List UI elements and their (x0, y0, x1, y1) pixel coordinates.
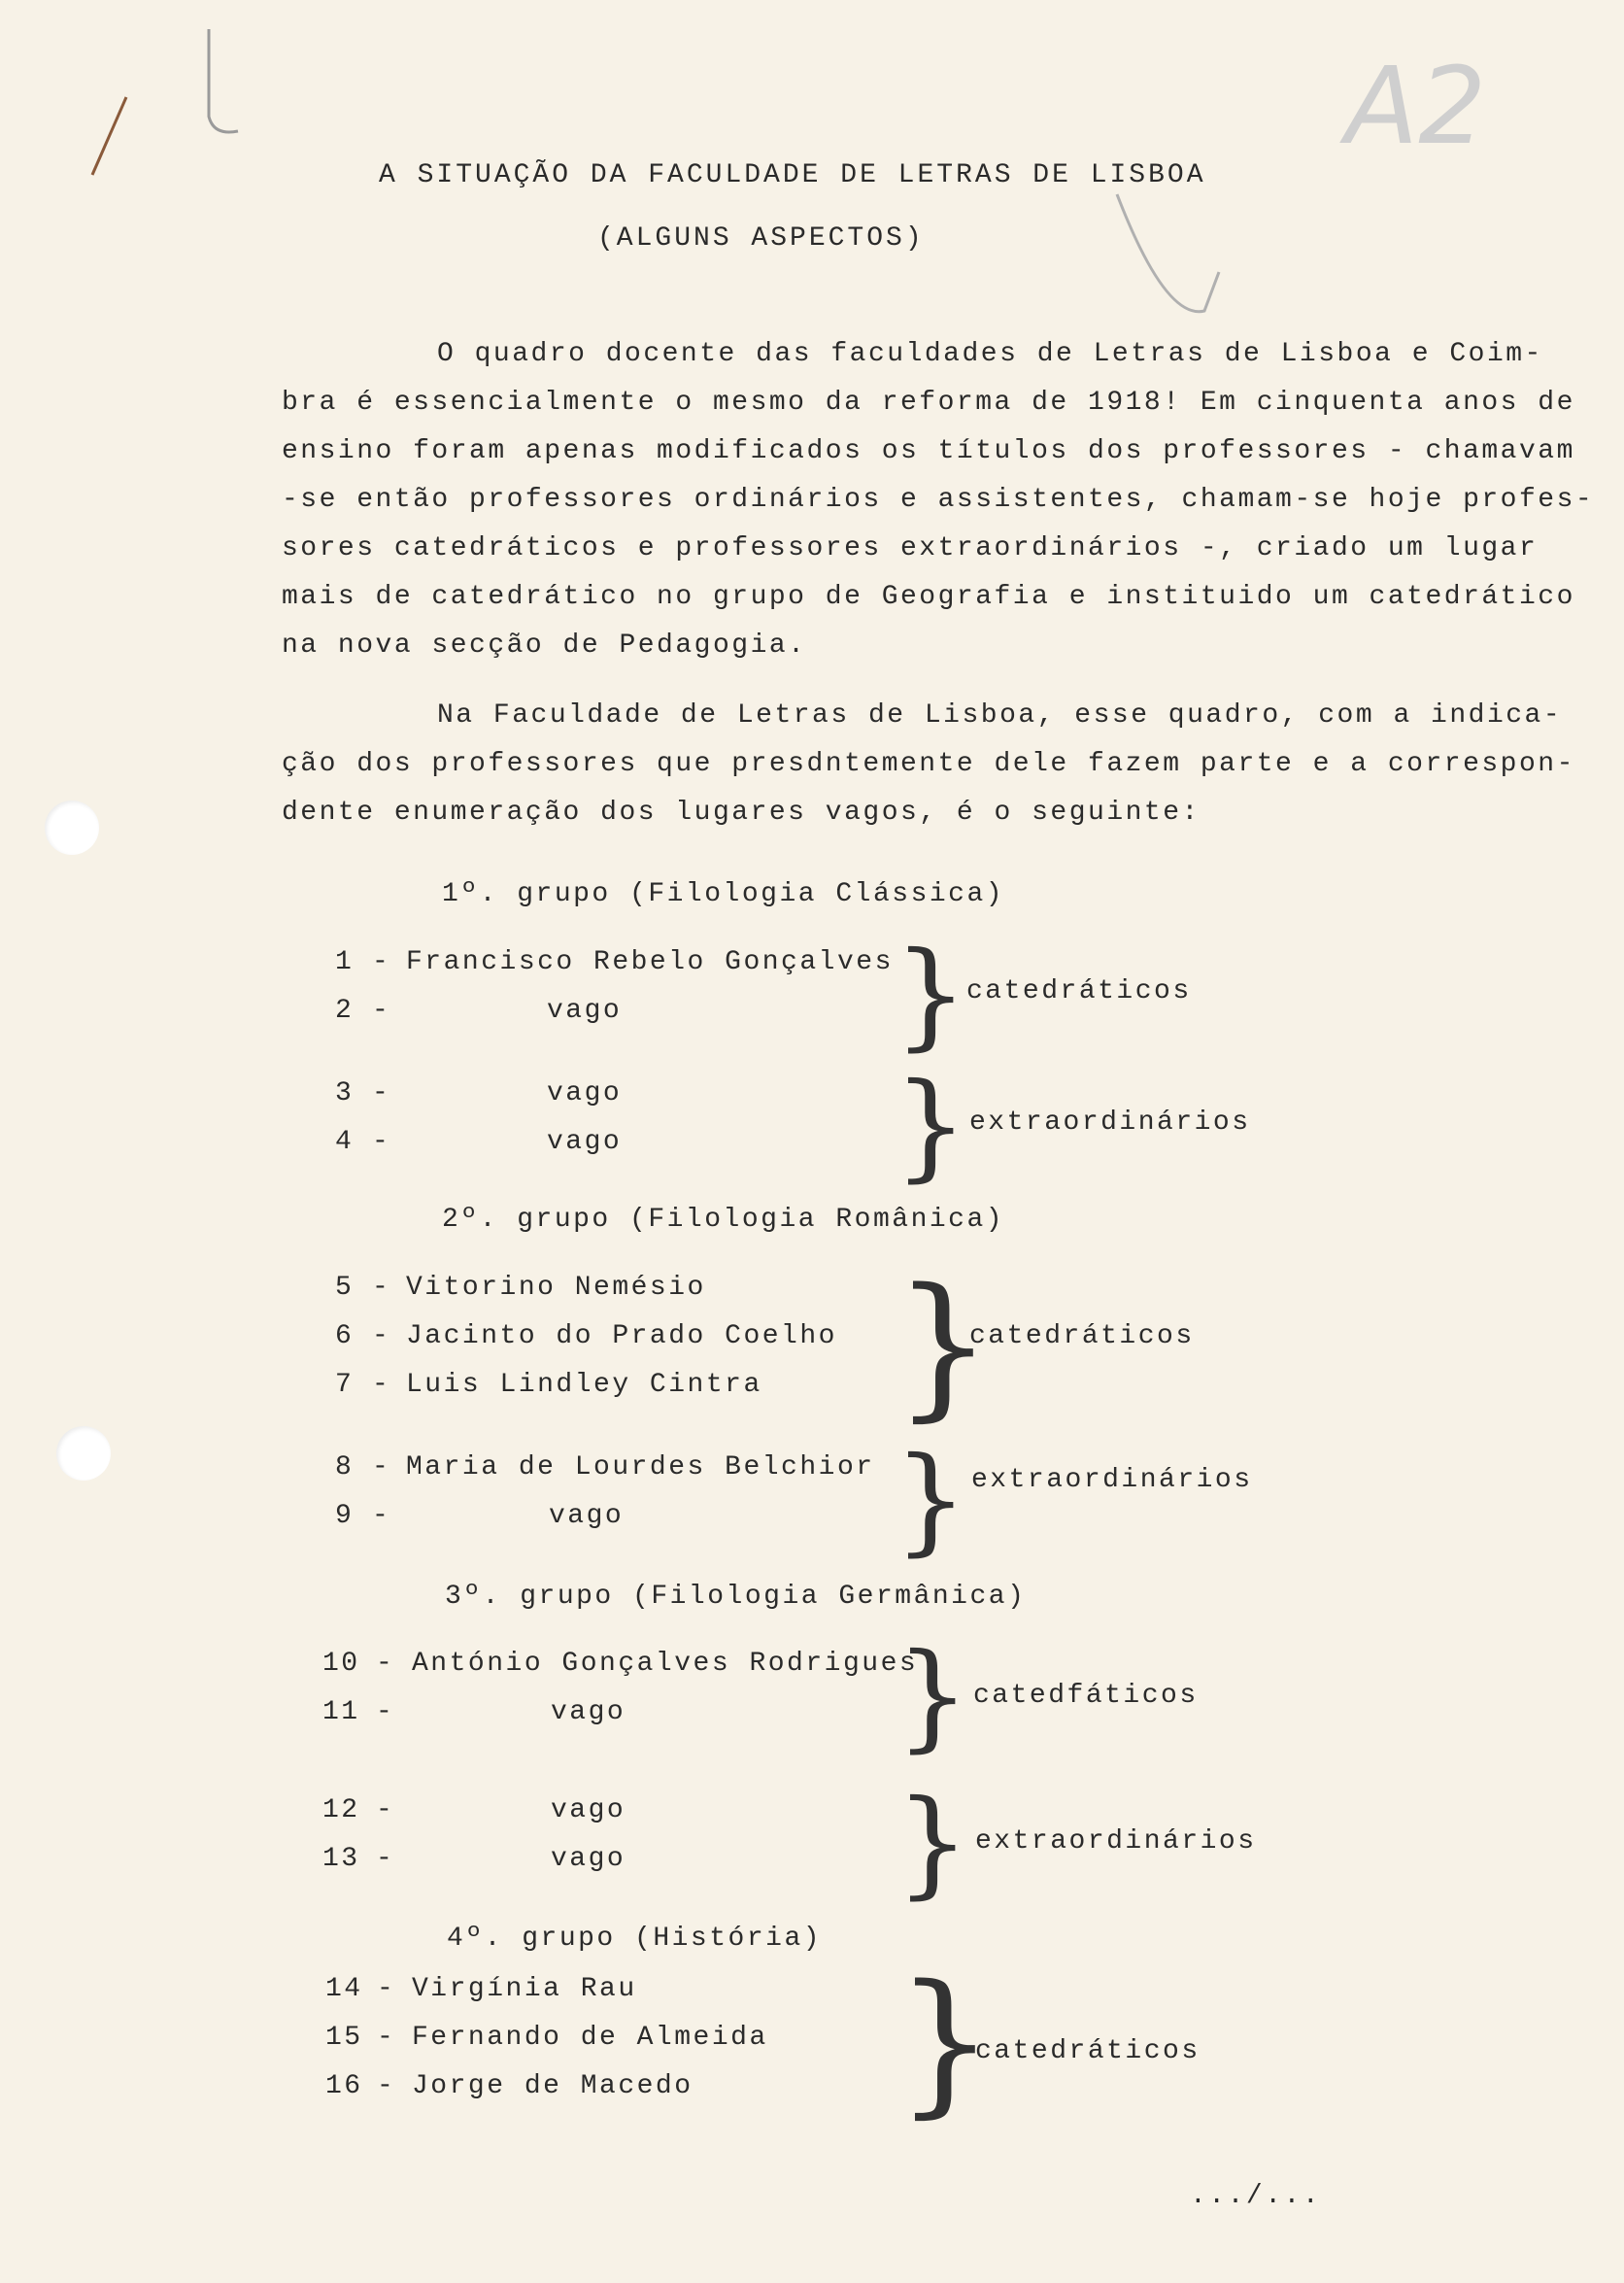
paragraph-line: ensino foram apenas modificados os títulos dos professores - chamavam (282, 436, 1575, 466)
corner-annotation: A2 (1345, 44, 1487, 168)
brace: } (894, 1254, 993, 1436)
row-dash: - (372, 1452, 391, 1482)
row-number: 15 (325, 2023, 363, 2053)
group-heading: 3º. grupo (Filologia Germânica) (445, 1582, 1027, 1612)
paragraph-line: na nova secção de Pedagogia. (282, 630, 807, 661)
punch-hole-lower (56, 1426, 111, 1481)
row-name: Virgínia Rau (412, 1974, 637, 2004)
row-dash: - (372, 1078, 391, 1108)
brace: } (896, 1629, 970, 1764)
brace: } (894, 1059, 968, 1194)
row-dash: - (372, 1321, 391, 1351)
row-name: vago (549, 1501, 625, 1531)
continuation-marker: .../... (1190, 2181, 1322, 2211)
row-dash: - (372, 996, 391, 1026)
row-dash: - (377, 2071, 396, 2101)
paragraph-line: sores catedráticos e professores extraordinários -, criado um lugar (282, 533, 1539, 563)
row-name: vago (547, 996, 623, 1026)
row-number: 7 (335, 1370, 355, 1400)
category-label: extraordinários (969, 1107, 1251, 1138)
category-label: catedráticos (975, 2036, 1201, 2066)
paragraph-line: O quadro docente das faculdades de Letras de Lisboa e Coim- (437, 339, 1543, 369)
row-name: Vitorino Nemésio (406, 1273, 706, 1303)
row-number: 3 (335, 1078, 355, 1108)
row-name: vago (551, 1795, 626, 1825)
paragraph-line: bra é essencialmente o mesmo da reforma de 1918! Em cinquenta anos de (282, 388, 1575, 418)
row-name: vago (547, 1078, 623, 1108)
row-number: 12 (322, 1795, 360, 1825)
row-dash: - (376, 1844, 395, 1874)
row-name: Jacinto do Prado Coelho (406, 1321, 837, 1351)
row-number: 10 (322, 1649, 360, 1679)
row-dash: - (376, 1649, 395, 1679)
paragraph-2 (282, 692, 1575, 837)
category-label: catedráticos (966, 976, 1192, 1006)
brace: } (894, 928, 968, 1063)
paragraph-line: ção dos professores que presdntemente dele fazem parte e a correspon- (282, 749, 1575, 779)
row-number: 11 (322, 1697, 360, 1727)
category-label: catedráticos (969, 1321, 1195, 1351)
brace: } (896, 1776, 970, 1911)
category-label: catedfáticos (973, 1681, 1199, 1711)
row-dash: - (372, 1127, 391, 1157)
paragraph-line: -se então professores ordinários e assistentes, chamam-se hoje profes- (282, 485, 1595, 515)
row-dash: - (376, 1795, 395, 1825)
page-subtitle: (ALGUNS ASPECTOS) (597, 223, 925, 254)
row-number: 8 (335, 1452, 355, 1482)
row-number: 5 (335, 1273, 355, 1303)
brace: } (896, 1951, 995, 2132)
row-number: 16 (325, 2071, 363, 2101)
row-number: 14 (325, 1974, 363, 2004)
group-heading: 4º. grupo (História) (447, 1924, 823, 1954)
row-dash: - (372, 1273, 391, 1303)
row-name: António Gonçalves Rodrigues (412, 1649, 919, 1679)
category-label: extraordinários (971, 1465, 1253, 1495)
row-number: 4 (335, 1127, 355, 1157)
paragraph-line: Na Faculdade de Letras de Lisboa, esse quadro, com a indica- (437, 700, 1563, 731)
row-name: vago (547, 1127, 623, 1157)
row-name: Jorge de Macedo (412, 2071, 694, 2101)
row-name: Luis Lindley Cintra (406, 1370, 762, 1400)
paragraph-line: dente enumeração dos lugares vagos, é o seguinte: (282, 798, 1201, 828)
row-dash: - (372, 1501, 391, 1531)
row-dash: - (376, 1697, 395, 1727)
brace: } (894, 1433, 968, 1568)
row-number: 6 (335, 1321, 355, 1351)
paragraph-1 (282, 330, 1595, 670)
paragraph-line: mais de catedrático no grupo de Geografia e instituido um catedrático (282, 582, 1575, 612)
page-title: A SITUAÇÃO DA FACULDADE DE LETRAS DE LISBOA (379, 160, 1206, 190)
row-dash: - (372, 947, 391, 977)
row-number: 13 (322, 1844, 360, 1874)
punch-hole-upper (45, 801, 99, 855)
row-number: 1 (335, 947, 355, 977)
group-heading: 1º. grupo (Filologia Clássica) (442, 879, 1005, 909)
row-name: vago (551, 1697, 626, 1727)
row-number: 9 (335, 1501, 355, 1531)
row-dash: - (377, 2023, 396, 2053)
row-name: Francisco Rebelo Gonçalves (406, 947, 894, 977)
group-heading: 2º. grupo (Filologia Românica) (442, 1205, 1005, 1235)
row-number: 2 (335, 996, 355, 1026)
row-dash: - (372, 1370, 391, 1400)
row-name: vago (551, 1844, 626, 1874)
row-dash: - (377, 1974, 396, 2004)
category-label: extraordinários (975, 1826, 1257, 1857)
row-name: Fernando de Almeida (412, 2023, 768, 2053)
row-name: Maria de Lourdes Belchior (406, 1452, 875, 1482)
